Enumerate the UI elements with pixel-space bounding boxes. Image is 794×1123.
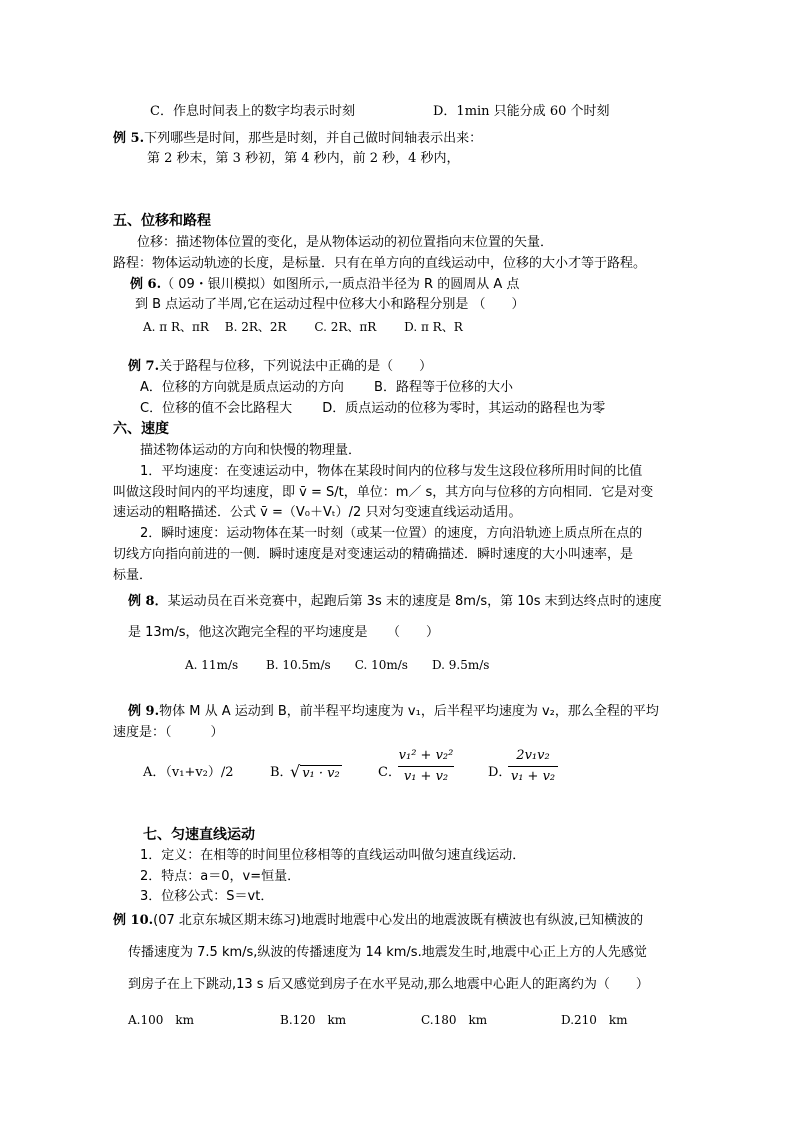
example-9-option-d-label: D．	[488, 765, 512, 780]
example-6-options: A. π R、πR B. 2R、2R C. 2R、πR D. π R、R	[143, 320, 463, 334]
instant-velocity-1: 2．瞬时速度：运动物体在某一时刻（或某一位置）的速度，方向沿轨迹上质点所在点的	[140, 526, 643, 541]
example-text: （ 09・银川模拟）如图所示,一质点沿半径为 R 的圆周从 A 点	[161, 277, 520, 292]
example-9	[128, 703, 659, 721]
fraction-bar	[508, 766, 558, 767]
example-8-text-2: 是 13m/s，他这次跑完全程的平均速度是 （ ）	[128, 625, 439, 640]
section-6-title: 六、速度	[113, 421, 169, 437]
example-7	[128, 358, 432, 376]
example-10-option-a: A.100 km	[128, 1013, 195, 1027]
denominator: v₁ + v₂	[510, 769, 556, 784]
example-9-option-c-label: C．	[378, 765, 401, 780]
example-10-option-d: D.210 km	[561, 1013, 628, 1027]
example-9-text-2: 速度是：（ ）	[113, 725, 224, 740]
instant-velocity-2: 切线方向指向前进的一侧．瞬时速度是对变速运动的精确描述．瞬时速度的大小叫速率，是	[113, 547, 634, 562]
example-text: 某运动员在百米竞赛中，起跑后第 3s 末的速度是 8m/s，第 10s 末到达终点时的速度	[167, 594, 662, 609]
example-9-option-c-fraction	[398, 748, 454, 785]
example-10-option-c: C.180 km	[421, 1013, 488, 1027]
example-9-option-b-sqrt: √ v₁ · v₂	[290, 762, 340, 781]
uniform-motion-feature: 2．特点：a＝0，v=恒量．	[140, 869, 301, 884]
example-label: 例 5.	[113, 131, 145, 146]
example-9-option-b-label: B．	[270, 765, 293, 780]
average-velocity-1: 1．平均速度：在变速运动中，物体在某段时间内的位移与发生这段位移所用时间的比值	[140, 464, 643, 479]
example-10-option-b: B.120 km	[280, 1013, 347, 1027]
average-velocity-3: 速运动的粗略描述．公式 v̄ =（V₀＋Vₜ）/2 只对匀变速直线运动适用。	[113, 505, 522, 520]
example-text: (07 北京东城区期末练习)地震时地震中心发出的地震波既有横波也有纵波,已知横波的	[153, 913, 644, 928]
option-d-one-minute: D．1min 只能分成 60 个时刻	[433, 104, 610, 119]
displacement-definition: 位移：描述物体位置的变化，是从物体运动的初位置指向末位置的矢量．	[137, 235, 554, 250]
example-5-items: 第 2 秒末，第 3 秒初，第 4 秒内，前 2 秒，4 秒内，	[147, 151, 460, 166]
example-9-option-d-fraction	[508, 748, 558, 785]
example-6-text-2: 到 B 点运动了半周,它在运动过程中位移大小和路程分别是 （ ）	[135, 297, 525, 312]
example-text: 关于路程与位移，下列说法中正确的是（ ）	[159, 359, 433, 374]
velocity-definition: 描述物体运动的方向和快慢的物理量．	[140, 443, 362, 458]
example-5	[113, 130, 482, 148]
example-label: 例 7.	[128, 359, 160, 374]
section-7-title: 七、匀速直线运动	[143, 827, 255, 843]
example-7-options-ab: A．位移的方向就是质点运动的方向 B．路程等于位移的大小	[140, 380, 513, 395]
example-label: 例 9.	[128, 704, 160, 719]
fraction-bar	[398, 766, 454, 767]
example-10-text-3: 到房子在上下跳动,13 s 后又感觉到房子在水平晃动,那么地震中心距人的距离约为（ ）	[128, 977, 649, 992]
example-8-options: A. 11m/s B. 10.5m/s C. 10m/s D. 9.5m/s	[185, 658, 490, 672]
example-text: 物体 M 从 A 运动到 B，前半程平均速度为 v₁，后半程平均速度为 v₂，那么全程的平均	[159, 704, 659, 719]
example-text: 下列哪些是时间，那些是时刻，并自己做时间轴表示出来：	[144, 131, 483, 146]
uniform-motion-definition: 1．定义：在相等的时间里位移相等的直线运动叫做匀速直线运动．	[140, 848, 526, 863]
instant-velocity-3: 标量．	[113, 568, 153, 583]
radicand: v₁ · v₂	[302, 766, 340, 781]
example-6	[130, 276, 519, 294]
example-9-option-a: A．（v₁+v₂）/2	[143, 765, 234, 780]
path-definition: 路程：物体运动轨迹的长度，是标量．只有在单方向的直线运动中，位移的大小才等于路程。	[113, 256, 647, 271]
example-label: 例 6.	[130, 277, 162, 292]
example-8	[128, 593, 662, 611]
numerator: v₁² + v₂²	[398, 748, 454, 763]
example-label: 例 10.	[113, 913, 154, 928]
denominator: v₁ + v₂	[403, 769, 449, 784]
uniform-motion-formula: 3．位移公式：S＝vt．	[140, 889, 274, 904]
numerator: 2v₁v₂	[516, 748, 550, 763]
example-10	[113, 912, 643, 930]
option-c-time-table: C．作息时间表上的数字均表示时刻	[150, 104, 355, 119]
example-7-options-cd: C．位移的值不会比路程大 D．质点运动的位移为零时，其运动的路程也为零	[140, 401, 606, 416]
average-velocity-2: 叫做这段时间内的平均速度，即 v̄ = S/t，单位：m／ s，其方向与位移的方向相同．它是对变	[113, 485, 654, 500]
section-5-title: 五、位移和路程	[113, 213, 211, 229]
example-10-text-2: 传播速度为 7.5 km/s,纵波的传播速度为 14 km/s.地震发生时,地震中心正上方的人先感觉	[128, 945, 647, 960]
example-label: 例 8．	[128, 594, 168, 609]
